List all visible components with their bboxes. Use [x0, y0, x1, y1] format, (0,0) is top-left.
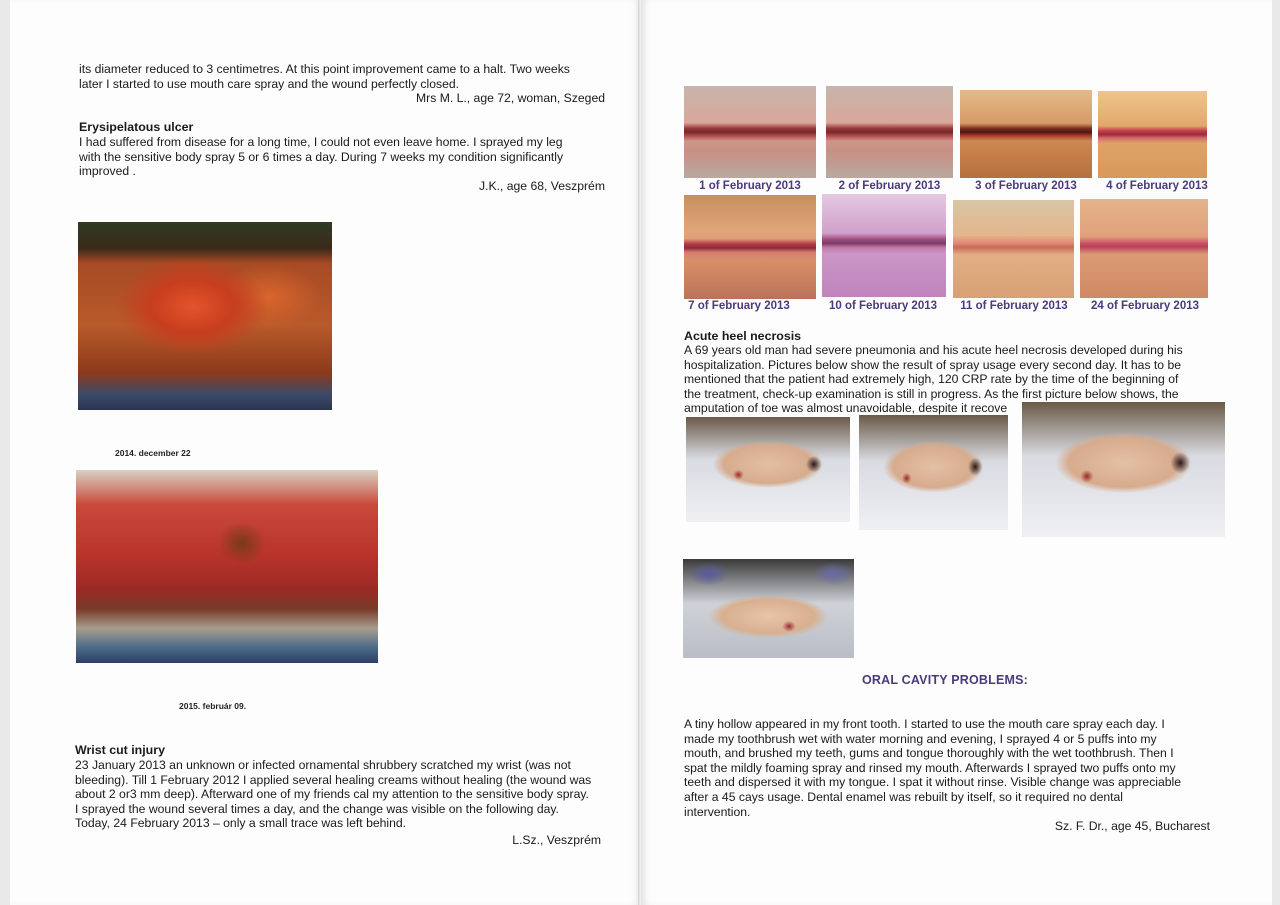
- paragraph-line: 23 January 2013 an unknown or infected ornamental shrubbery scratched my wrist (was not: [75, 758, 571, 772]
- intro-signature: Mrs M. L., age 72, woman, Szeged: [416, 91, 605, 105]
- intro-line: later I started to use mouth care spray and the wound perfectly closed.: [79, 76, 460, 91]
- wrist-photo-caption: 4 of February 2013: [1106, 180, 1208, 192]
- oral-section-title: ORAL CAVITY PROBLEMS:: [862, 673, 1029, 687]
- paragraph-line: mouth, and brushed my teeth, gums and tongue thoroughly with the wet toothbrush. Then I: [684, 746, 1174, 761]
- heel-photo: [1022, 402, 1225, 537]
- paragraph-line: after a 45 cays usage. Dental enamel was rebuilt by itself, so it required no dental: [684, 789, 1123, 804]
- wrist-photo-caption: 11 of February 2013: [960, 300, 1068, 312]
- wrist-photo-caption: 1 of February 2013: [699, 180, 801, 192]
- wrist-photo-caption: 24 of February 2013: [1090, 300, 1200, 312]
- heel-photo: [859, 415, 1008, 530]
- paragraph-line: teeth and dispersed it with my tongue. I spat it without rinse. Visible change was appreciable: [684, 775, 1182, 790]
- wrist-photo: [1098, 91, 1207, 178]
- wrist-paragraph: [75, 758, 615, 831]
- paragraph-line: improved .: [79, 164, 136, 179]
- healed-leg-photo: [76, 470, 378, 663]
- paragraph-line: about 2 or3 mm deep). Afterward one of my friends cal my attention to the sensitive body spray.: [75, 787, 589, 802]
- wrist-photo: [953, 200, 1074, 298]
- paragraph-line: hospitalization. Pictures below show the result of spray usage every second day. It has to be: [684, 357, 1182, 372]
- wrist-photo: [822, 194, 946, 297]
- paragraph-line: bleeding). Till 1 February 2012 I applied several healing creams without healing (the wound was: [75, 772, 592, 787]
- wrist-photo: [826, 86, 953, 178]
- paragraph-line: the treatment, check-up examination is still in progress. As the first picture below shows, the: [684, 386, 1179, 401]
- photo-date-caption: 2015. február 09.: [179, 701, 247, 711]
- wrist-signature: L.Sz., Veszprém: [512, 833, 601, 847]
- wrist-photo-caption: 10 of February 2013: [828, 300, 938, 312]
- wrist-photo-caption: 2 of February 2013: [838, 180, 941, 192]
- heel-photo: [686, 417, 850, 522]
- paragraph-line: amputation of toe was almost unavoidable, despite it recove: [684, 401, 1008, 416]
- erysipelatous-paragraph: [79, 135, 609, 179]
- wrist-photo: [684, 195, 816, 299]
- erysipelatous-title: Erysipelatous ulcer: [79, 120, 194, 134]
- wrist-photo-caption: 7 of February 2013: [688, 300, 790, 312]
- wrist-title: Wrist cut injury: [75, 743, 165, 757]
- paragraph-line: Today, 24 February 2013 – only a small trace was left behind.: [75, 816, 407, 831]
- paragraph-line: spat the mildly foaming spray and rinsed my mouth. Afterwards I sprayed two puffs onto my: [684, 760, 1176, 775]
- oral-paragraph: [684, 717, 1224, 819]
- wrist-photo: [960, 90, 1092, 178]
- paragraph-line: mentioned that the patient had extremely high, 120 CRP rate by the time of the beginning of: [684, 372, 1179, 387]
- oral-signature: Sz. F. Dr., age 45, Bucharest: [1054, 819, 1210, 833]
- paragraph-line: I had suffered from disease for a long time, I could not even leave home. I sprayed my leg: [79, 135, 563, 149]
- ulcer-leg-photo: [78, 222, 332, 410]
- paragraph-line: intervention.: [684, 804, 751, 819]
- intro-paragraph: [79, 62, 609, 91]
- photo-date-caption: 2014. december 22: [115, 448, 191, 458]
- wrist-photo: [684, 86, 816, 178]
- paragraph-line: A 69 years old man had severe pneumonia and his acute heel necrosis developed during his: [684, 343, 1183, 357]
- wrist-photo: [1080, 199, 1208, 298]
- paragraph-line: with the sensitive body spray 5 or 6 times a day. During 7 weeks my condition significantly: [79, 149, 564, 164]
- paragraph-line: I sprayed the wound several times a day, and the change was visible on the following day.: [75, 801, 559, 816]
- erysipelatous-signature: J.K., age 68, Veszprém: [478, 179, 605, 193]
- paragraph-line: A tiny hollow appeared in my front tooth. I started to use the mouth care spray each day. I: [684, 717, 1165, 731]
- heel-title: Acute heel necrosis: [684, 329, 802, 343]
- heel-photo: [683, 559, 854, 658]
- intro-line: its diameter reduced to 3 centimetres. At this point improvement came to a halt. Two weeks: [79, 62, 570, 76]
- wrist-photo-caption: 3 of February 2013: [975, 180, 1077, 192]
- paragraph-line: made my toothbrush wet with water morning and evening, I sprayed 4 or 5 puffs into my: [684, 731, 1157, 746]
